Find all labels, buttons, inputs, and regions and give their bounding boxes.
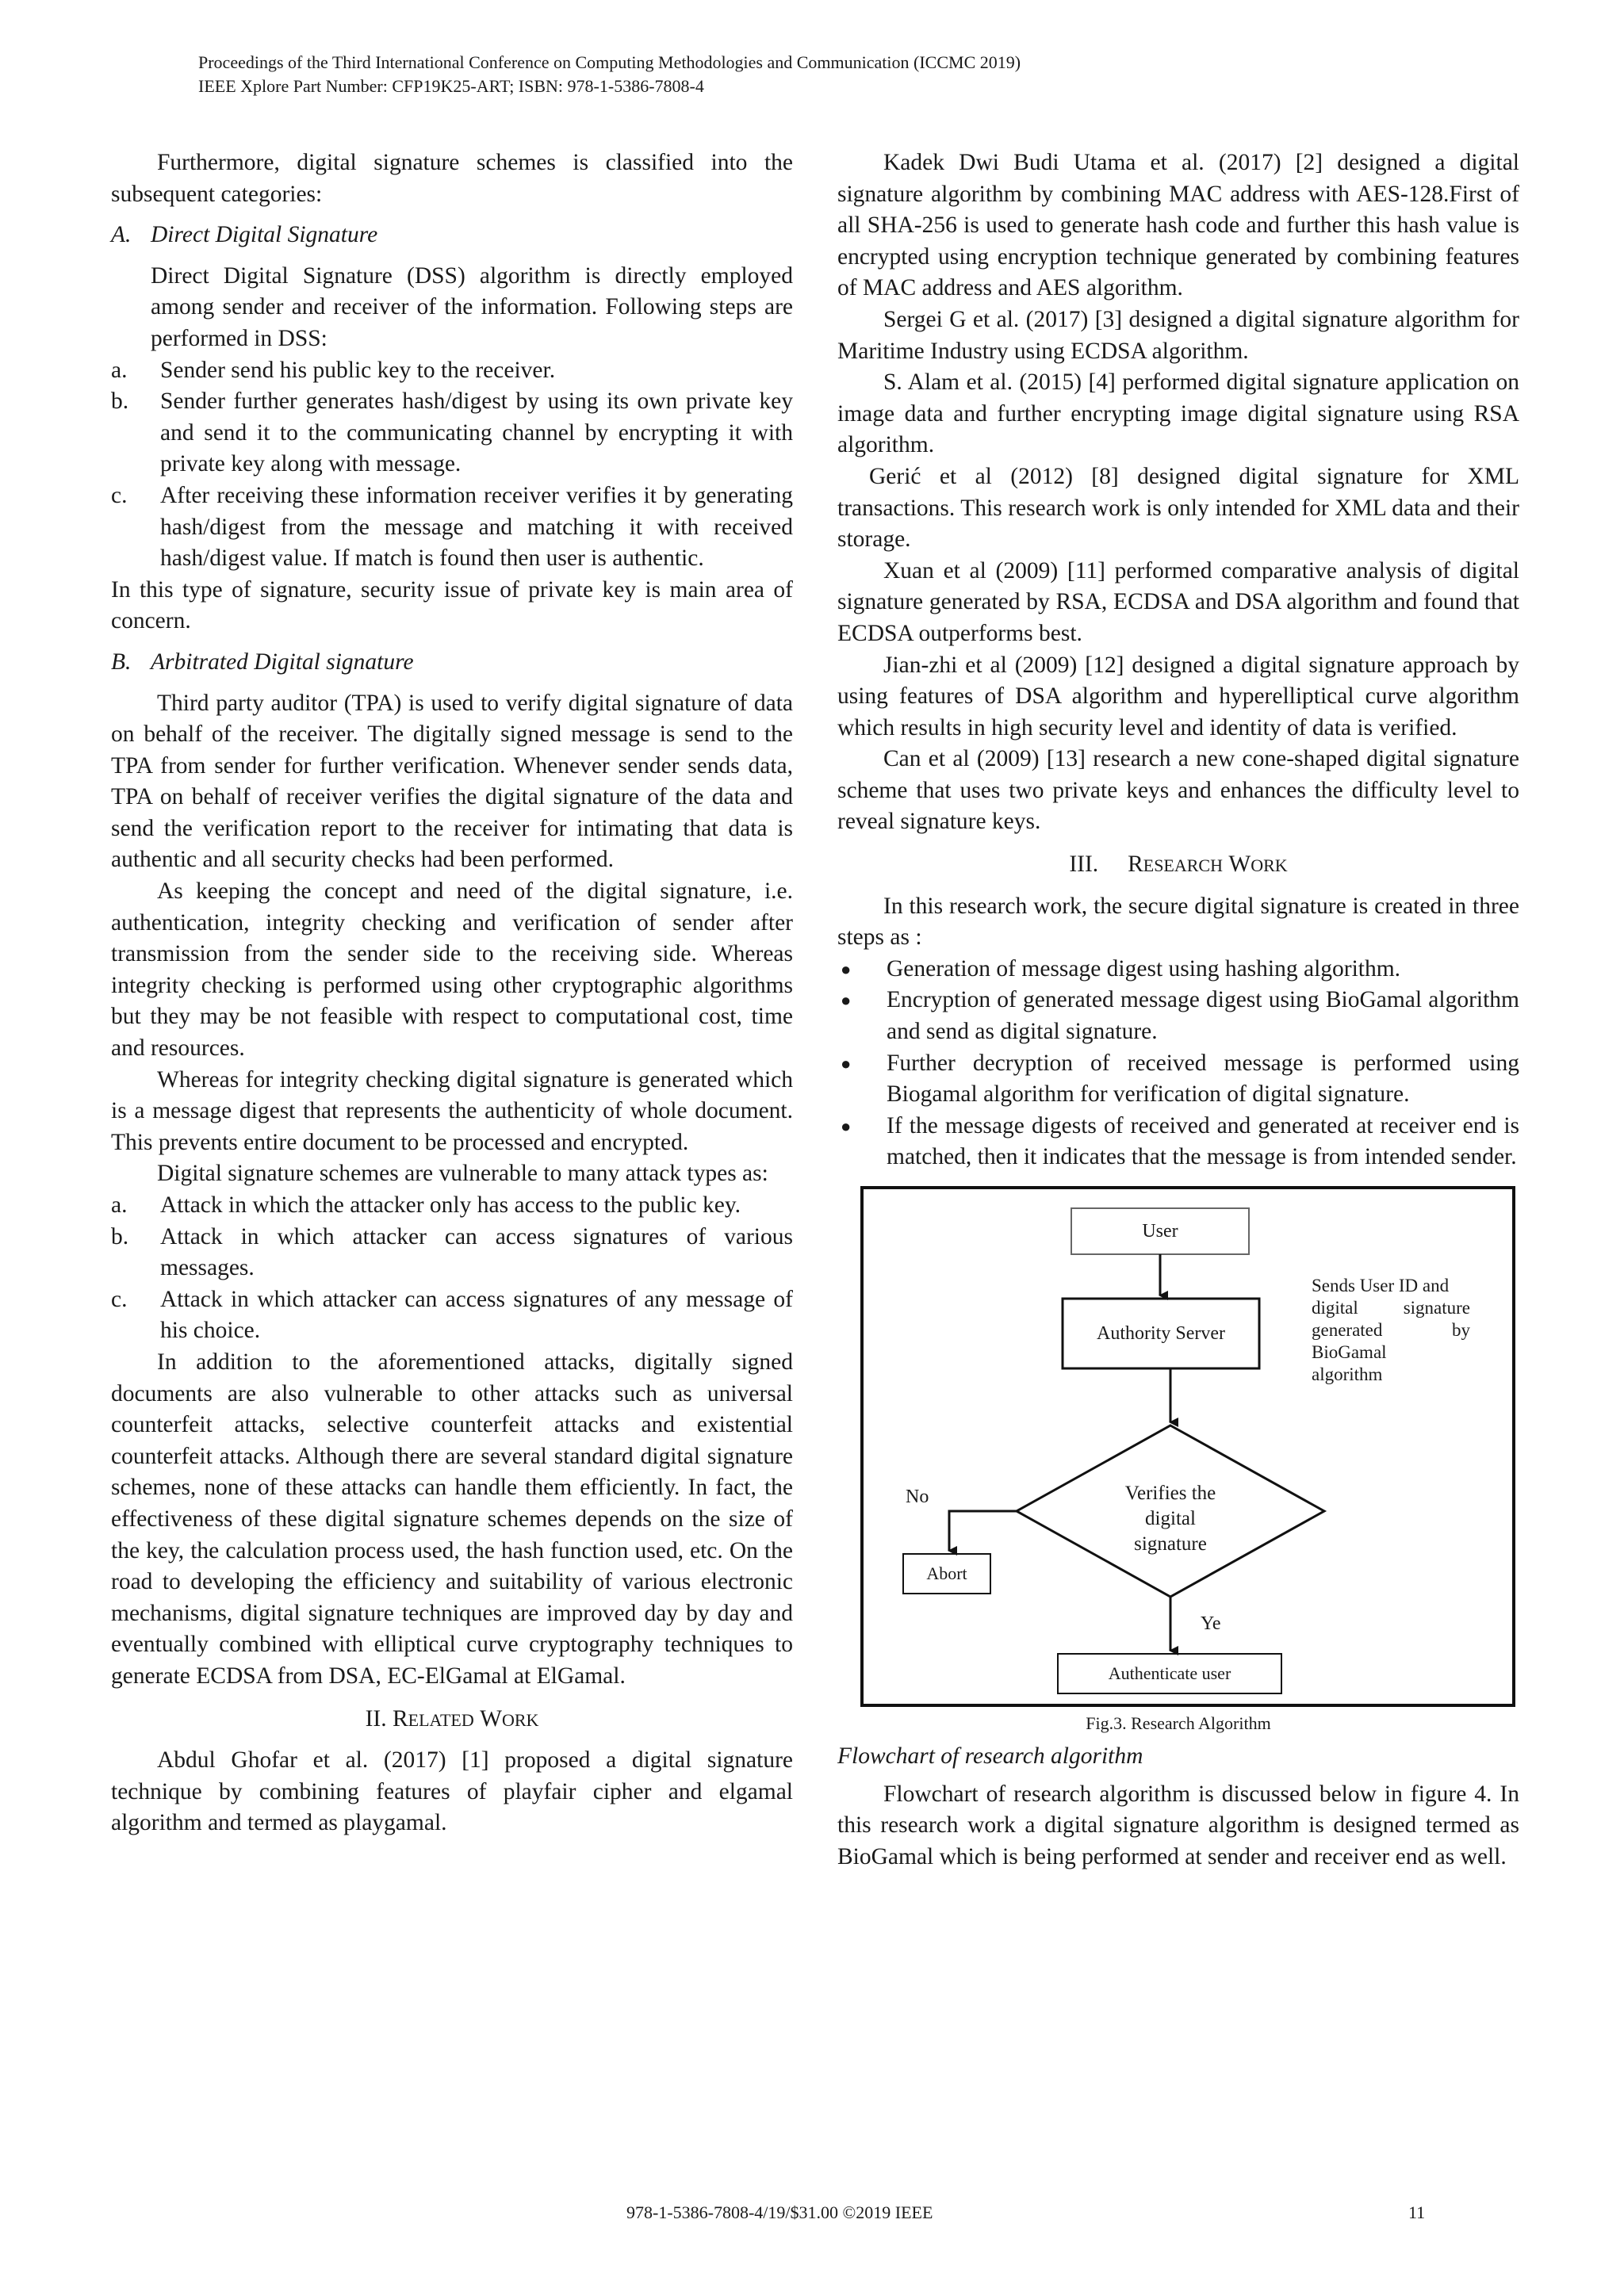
page-number: 11 (1408, 2202, 1426, 2222)
list-marker: b. (111, 1223, 129, 1249)
research-steps-list (837, 954, 1519, 1173)
intro-paragraph: Furthermore, digital signature schemes is classified into the subsequent categories: (111, 150, 793, 207)
research-algorithm-figure (837, 1184, 1519, 1732)
section-3-number: III. (1069, 851, 1099, 878)
whereas-paragraph: Whereas for integrity checking digital signature is generated which is a message digest that represents the authenticity of whole document. This prevents entire document to be processed and encrypted. (111, 1066, 793, 1155)
list-item-text: Attack in which the attacker only has access to the public key. (160, 1192, 741, 1218)
copyright-code: 978-1-5386-7808-4/19/$31.00 ©2019 IEEE (626, 2202, 933, 2222)
list-marker: a. (111, 357, 128, 383)
yes-label: Ye (1201, 1613, 1221, 1634)
flowchart-diagram (837, 1184, 1519, 1708)
figure-caption: Fig.3. Research Algorithm (1086, 1713, 1271, 1733)
section-2-cap-r: R (392, 1705, 408, 1732)
section-b-title: Arbitrated Digital signature (151, 649, 414, 675)
section-3-heading (837, 849, 1519, 882)
no-label: No (906, 1487, 929, 1507)
flowchart-paragraph: Flowchart of research algorithm is discussed below in figure 4. In this research work a digital signature algorithm is designed termed as BioGamal which is being performed at sender and receiver end as well. (837, 1781, 1519, 1869)
list-item (837, 954, 1519, 985)
note-line: generated by (1312, 1320, 1470, 1340)
list-item-text: Generation of message digest using hashing algorithm. (887, 955, 1401, 982)
section-a-heading (111, 220, 793, 251)
authenticate-user-label: Authenticate user (1108, 1663, 1231, 1683)
left-column (111, 147, 793, 1839)
list-item-text: Attack in which attacker can access signatures of any message of his choice. (160, 1286, 793, 1344)
list-item (111, 386, 793, 480)
list-item-text: Sender send his public key to the receiver. (160, 357, 556, 383)
user-label: User (1142, 1221, 1178, 1242)
abort-label: Abort (926, 1563, 967, 1583)
list-item (111, 1222, 793, 1284)
note-line: digital signature (1312, 1298, 1470, 1318)
section-2-small-elated: ELATED (408, 1709, 474, 1730)
alam-paragraph: S. Alam et al. (2015) [4] performed digital signature application on image data and further encrypting image digital signature using RSA algorithm. (837, 369, 1519, 458)
section-b-heading (111, 647, 793, 679)
research-paragraph: In this research work, the secure digital signature is created in three steps as : (837, 893, 1519, 951)
vulnerable-paragraph: Digital signature schemes are vulnerable to many attack types as: (157, 1161, 768, 1187)
list-item-text: Further decryption of received message is performed using Biogamal algorithm for verification of digital signature. (887, 1050, 1519, 1108)
list-marker: a. (111, 1192, 128, 1218)
section-3-small-esearch: ESEARCH (1143, 855, 1223, 876)
list-item-text: After receiving these information receiver verifies it by generating hash/digest from the message and matching it with received hash/digest value. If match is found then user is authentic. (160, 482, 793, 572)
bullet-icon: ● (841, 1115, 852, 1136)
can-paragraph: Can et al (2009) [13] research a new cone-shaped digital signature scheme that uses two private keys and enhances the difficulty level to reveal signature keys. (837, 746, 1519, 835)
sends-note (1312, 1275, 1470, 1386)
verify-label (1091, 1481, 1250, 1557)
section-3-cap-r: R (1128, 851, 1143, 878)
section-2-number: II. (365, 1705, 387, 1732)
section-2-heading (111, 1704, 793, 1736)
flowchart-subheading: Flowchart of research algorithm (837, 1743, 1143, 1769)
section-a-letter: A. (111, 222, 132, 248)
list-item (837, 1111, 1519, 1173)
section-b-letter: B. (111, 649, 132, 675)
abdul-paragraph: Abdul Ghofar et al. (2017) [1] proposed a digital signature technique by combining features of playfair cipher and elgamal algorithm and termed as playgamal. (111, 1747, 793, 1836)
section-a-text: Direct Digital Signature (DSS) algorithm is directly employed among sender and receiver of the information. Following steps are performed in DSS: (151, 262, 793, 351)
list-marker: c. (111, 1286, 128, 1312)
concept-paragraph: As keeping the concept and need of the digital signature, i.e. authentication, integrity checking and verification of sender after transmission from the sender side to the receiving side. Whereas integrity checking is performed using other cryptographic algorithms but they may be not feasible with respect to computational cost, time and resources. (111, 878, 793, 1062)
list-item-text: Sender further generates hash/digest by using its own private key and send it to the communicating channel by encrypting it with private key along with message. (160, 388, 793, 477)
note-line: BioGamal (1312, 1342, 1387, 1362)
list-item-text: Encryption of generated message digest using BioGamal algorithm and send as digital signature. (887, 987, 1519, 1045)
verify-line: Verifies the (1124, 1483, 1216, 1504)
kadek-paragraph: Kadek Dwi Budi Utama et al. (2017) [2] designed a digital signature algorithm by combining MAC address with AES-128.First of all SHA-256 is used to generate hash code and further this hash value is encrypted using encryption technique generated by combining features of MAC address and AES algorithm. (837, 150, 1519, 301)
bullet-icon: ● (841, 1053, 852, 1073)
note-line: algorithm (1312, 1364, 1383, 1384)
list-item (837, 1048, 1519, 1111)
list-item-text: Attack in which attacker can access signatures of various messages. (160, 1223, 793, 1281)
right-column (837, 147, 1519, 1873)
list-item (837, 985, 1519, 1047)
section-2-cap-w: W (480, 1705, 502, 1732)
concern-paragraph: In this type of signature, security issue of private key is main area of concern. (111, 576, 793, 634)
header-line-1: Proceedings of the Third International Conference on Computing Methodologies and Communication (ICCMC 2019) (198, 52, 1021, 72)
bullet-icon: ● (841, 990, 852, 1011)
xuan-paragraph: Xuan et al (2009) [11] performed comparative analysis of digital signature generated by RSA, ECDSA and DSA algorithm and found that ECDSA outperforms best. (837, 557, 1519, 646)
note-line: Sends User ID and (1312, 1276, 1450, 1295)
section-3-cap-w: W (1228, 851, 1251, 878)
list-marker: b. (111, 388, 129, 415)
list-item-text: If the message digests of received and generated at receiver end is matched, then it indicates that the message is from intended sender. (887, 1112, 1519, 1170)
list-marker: c. (111, 482, 128, 508)
section-2-small-ork: ORK (501, 1709, 539, 1730)
header-line-2: IEEE Xplore Part Number: CFP19K25-ART; ISBN: 978-1-5386-7808-4 (198, 76, 704, 96)
jian-paragraph: Jian-zhi et al (2009) [12] designed a digital signature approach by using features of DSA algorithm and hyperelliptical curve algorithm which results in high security level and identity of data is verified. (837, 652, 1519, 740)
no-branch-arrow (949, 1511, 1017, 1551)
tpa-paragraph: Third party auditor (TPA) is used to verify digital signature of data on behalf of the receiver. The digitally signed message is send to the TPA from sender for further verification. Whenever sender sends data, TPA on behalf of receiver verifies the digital signature of the data and send the verification report to the receiver for intimating that data is authentic and all security checks had been performed. (111, 690, 793, 873)
addition-paragraph: In addition to the aforementioned attacks, digitally signed documents are also vulnerable to other attacks such as universal counterfeit attacks, selective counterfeit attacks and existential counterfeit attacks. Although there are several standard digital signature schemes, none of these attacks can handle them efficiently. In fact, the effectiveness of these digital signature schemes depends on the size of the key, the calculation process used, the hash function used, etc. On the road to developing the efficiency and suitability of various electronic mechanisms, digital signature techniques are improved day by day and eventually combined with elliptical curve cryptography techniques to generate ECDSA from DSA, EC-ElGamal at ElGamal. (111, 1349, 793, 1689)
sergei-paragraph: Sergei G et al. (2017) [3] designed a digital signature algorithm for Maritime Industry using ECDSA algorithm. (837, 306, 1519, 364)
geric-paragraph: Gerić et al (2012) [8] designed digital signature for XML transactions. This research work is only intended for XML data and their storage. (837, 463, 1519, 553)
figure-frame (862, 1188, 1514, 1705)
attack-types-list (111, 1190, 793, 1347)
list-item (111, 355, 793, 387)
verify-line: signature (1134, 1533, 1207, 1555)
authority-server-label: Authority Server (1097, 1323, 1225, 1344)
list-item (111, 1190, 793, 1222)
list-item (111, 1284, 793, 1347)
dss-steps-list (111, 355, 793, 575)
running-header (198, 51, 1467, 98)
section-3-small-ork: ORK (1251, 855, 1288, 876)
section-a-title: Direct Digital Signature (151, 222, 378, 248)
bullet-icon: ● (841, 959, 852, 979)
verify-line: digital (1145, 1508, 1196, 1529)
list-item (111, 480, 793, 575)
